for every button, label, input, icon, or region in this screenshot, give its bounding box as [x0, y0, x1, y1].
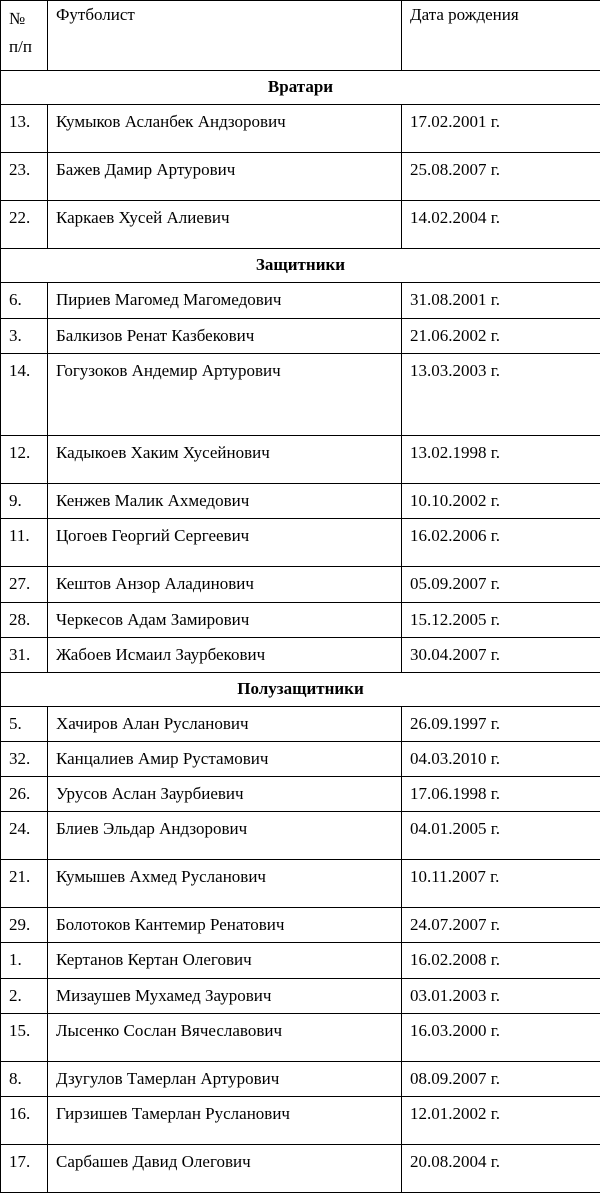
player-number: 27. [1, 567, 48, 603]
player-birth-date: 26.09.1997 г. [402, 707, 600, 742]
player-birth-date: 10.10.2002 г. [402, 484, 600, 519]
player-birth-date: 17.06.1998 г. [402, 777, 600, 812]
player-name: Балкизов Ренат Казбекович [48, 319, 402, 354]
player-birth-date: 16.02.2006 г. [402, 519, 600, 567]
table-row [1, 105, 600, 153]
table-row [1, 707, 600, 742]
player-number: 21. [1, 860, 48, 908]
table-row [1, 519, 600, 567]
table-row [1, 567, 600, 603]
table-row [1, 860, 600, 908]
section-goalkeepers [1, 71, 600, 105]
header-number [1, 1, 48, 71]
section-title: Защитники [1, 249, 600, 283]
player-birth-date: 24.07.2007 г. [402, 908, 600, 943]
player-number: 5. [1, 707, 48, 742]
section-title: Вратари [1, 71, 600, 105]
player-birth-date: 13.03.2003 г. [402, 354, 600, 436]
table-row [1, 812, 600, 860]
table-row [1, 638, 600, 673]
player-birth-date: 30.04.2007 г. [402, 638, 600, 673]
player-name: Кумышев Ахмед Русланович [48, 860, 402, 908]
player-name: Блиев Эльдар Андзорович [48, 812, 402, 860]
player-number: 3. [1, 319, 48, 354]
table-row [1, 777, 600, 812]
player-number: 1. [1, 943, 48, 979]
player-number: 31. [1, 638, 48, 673]
player-number: 11. [1, 519, 48, 567]
player-birth-date: 03.01.2003 г. [402, 979, 600, 1014]
player-birth-date: 12.01.2002 г. [402, 1097, 600, 1145]
player-name: Мизаушев Мухамед Заурович [48, 979, 402, 1014]
player-birth-date: 21.06.2002 г. [402, 319, 600, 354]
player-name: Сарбашев Давид Олегович [48, 1145, 402, 1193]
player-name: Кадыкоев Хаким Хусейнович [48, 436, 402, 484]
player-name: Гирзишев Тамерлан Русланович [48, 1097, 402, 1145]
player-number: 6. [1, 283, 48, 319]
table-row [1, 354, 600, 436]
player-birth-date: 16.03.2000 г. [402, 1014, 600, 1062]
player-birth-date: 25.08.2007 г. [402, 153, 600, 201]
player-birth-date: 17.02.2001 г. [402, 105, 600, 153]
table-row [1, 283, 600, 319]
player-number: 13. [1, 105, 48, 153]
player-name: Гогузоков Андемир Артурович [48, 354, 402, 436]
player-number: 9. [1, 484, 48, 519]
player-birth-date: 15.12.2005 г. [402, 603, 600, 638]
player-name: Болотоков Кантемир Ренатович [48, 908, 402, 943]
header-row [1, 1, 600, 71]
player-name: Цогоев Георгий Сергеевич [48, 519, 402, 567]
table-row [1, 908, 600, 943]
player-number: 15. [1, 1014, 48, 1062]
player-birth-date: 08.09.2007 г. [402, 1062, 600, 1097]
player-name: Кештов Анзор Аладинович [48, 567, 402, 603]
table-row [1, 603, 600, 638]
player-name: Кенжев Малик Ахмедович [48, 484, 402, 519]
player-name: Пириев Магомед Магомедович [48, 283, 402, 319]
player-number: 16. [1, 1097, 48, 1145]
player-name: Хачиров Алан Русланович [48, 707, 402, 742]
header-player: Футболист [48, 1, 402, 71]
table-row [1, 1014, 600, 1062]
player-name: Кумыков Асланбек Андзорович [48, 105, 402, 153]
table-row [1, 319, 600, 354]
player-number: 23. [1, 153, 48, 201]
player-number: 28. [1, 603, 48, 638]
player-birth-date: 31.08.2001 г. [402, 283, 600, 319]
player-name: Черкесов Адам Замирович [48, 603, 402, 638]
section-defenders [1, 249, 600, 283]
header-birth-date: Дата рождения [402, 1, 600, 71]
player-number: 2. [1, 979, 48, 1014]
player-number: 26. [1, 777, 48, 812]
player-name: Бажев Дамир Артурович [48, 153, 402, 201]
player-name: Дзугулов Тамерлан Артурович [48, 1062, 402, 1097]
table-row [1, 979, 600, 1014]
table-row [1, 742, 600, 777]
table-row [1, 153, 600, 201]
player-number: 12. [1, 436, 48, 484]
table-row [1, 484, 600, 519]
table-row [1, 1062, 600, 1097]
player-name: Канцалиев Амир Рустамович [48, 742, 402, 777]
player-number: 14. [1, 354, 48, 436]
table-row [1, 201, 600, 249]
player-number: 24. [1, 812, 48, 860]
player-number: 17. [1, 1145, 48, 1193]
player-birth-date: 16.02.2008 г. [402, 943, 600, 979]
player-birth-date: 14.02.2004 г. [402, 201, 600, 249]
player-birth-date: 13.02.1998 г. [402, 436, 600, 484]
table-row [1, 1097, 600, 1145]
table-row [1, 943, 600, 979]
table-row [1, 1145, 600, 1193]
player-birth-date: 20.08.2004 г. [402, 1145, 600, 1193]
player-name: Каркаев Хусей Алиевич [48, 201, 402, 249]
header-number-symbol: № [9, 9, 26, 28]
player-name: Кертанов Кертан Олегович [48, 943, 402, 979]
section-midfielders [1, 673, 600, 707]
player-number: 22. [1, 201, 48, 249]
header-number-abbrev: п/п [9, 37, 32, 56]
player-birth-date: 10.11.2007 г. [402, 860, 600, 908]
table-row [1, 436, 600, 484]
player-name: Урусов Аслан Заурбиевич [48, 777, 402, 812]
section-title: Полузащитники [1, 673, 600, 707]
player-birth-date: 04.01.2005 г. [402, 812, 600, 860]
player-number: 8. [1, 1062, 48, 1097]
player-number: 29. [1, 908, 48, 943]
player-name: Жабоев Исмаил Заурбекович [48, 638, 402, 673]
player-name: Лысенко Сослан Вячеславович [48, 1014, 402, 1062]
player-birth-date: 05.09.2007 г. [402, 567, 600, 603]
player-number: 32. [1, 742, 48, 777]
player-birth-date: 04.03.2010 г. [402, 742, 600, 777]
